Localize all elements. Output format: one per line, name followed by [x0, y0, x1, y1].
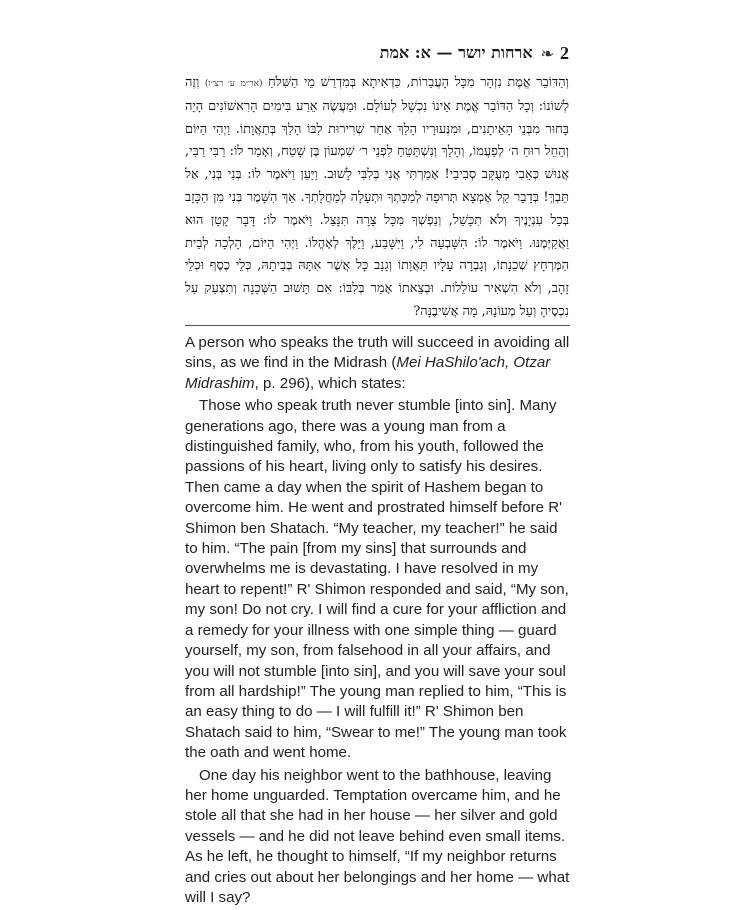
intro-text-a: A person who speaks the truth will succeed in avoiding all sins, as we find in the Midrash ( — [185, 334, 570, 372]
intro-source-citation: Mei HaShilo'ach, Otzar Midrashim — [185, 354, 551, 392]
chapter-title: ארחות יושר — א: אמת — [379, 43, 533, 62]
hebrew-source-text — [185, 72, 569, 324]
paragraph-intro — [185, 333, 570, 394]
source-marker-1: (אר״מ — [240, 79, 263, 89]
hebrew-opening: וְהַדּוֹבֵר אֱמֶת נִזְהָר מִכָּל הָעֲבֵרוֹת, כִּדְאִיתָא בְּמִדְרַשׁ מֵי הַשִּׁלֹחַ — [268, 75, 569, 90]
source-marker-2: ע׳ רצ״ו) — [204, 79, 235, 89]
running-head — [185, 41, 569, 65]
ornament-icon: ❧ — [540, 43, 554, 63]
hebrew-body: וְזֶה לְשׁוֹנוֹ: וְכָל הַדּוֹבֵר אֱמֶת אֵינוֹ נִכְשָׁל לְעוֹלָם. וּמַעֲשֶׂה אֵרַע בִּימִים הָרִאשׁוֹנִים הָיָה בָּחוּר מִבְּנֵי הָאֵיתָנִים, וּמִנְּעוּרָיו הָלַךְ אַחַר שְׁרִירוּת לִבּוֹ הָלַךְ בְּתַאֲוָתוֹ. וַיְהִי הַיּוֹם וְהֵחֵל רוּחַ ה׳ לְפַעֲמוֹ, וְהָלַךְ וְנִשְׁתַּטֵּחַ לִפְנֵי ר׳ שִׁמְעוֹן בֶּן שָׁטַח, וְאָמַר לוֹ: רַבִּי רַבִּי, אֲנוּשׁ כְּאֵבִי מְעֻקָּב סְבִיבַי! אָמַרְתִּי אֲנִי בְּלִבִּי לָשׁוּב. וַיַּעַן וַיֹּאמֶר לוֹ: בְּנִי בְּנִי, אַל תֵּבְךְּ! בְּדָבָר קַל אֶמְצָא תְּרוּפָה לְמַכָּתְךָ וּתְעָלָה לְמַחֲלָתְךָ. אַךְ הִשָּׁמֶר בְּנִי מִן הַכָּזָב בְּכָל עִנְיָנֶיךָ וְלֹא תִכָּשֵׁל, וְנַפְשְׁךָ מִכָּל צָרָה תִּנָּצֵל. וַיֹּאמֶר לוֹ: דָּבָר קָטָן הוּא וַאֲקַיְּמֶנּוּ. וַיֹּאמֶר לוֹ: הִשָּׁבְעָה לִי, וַיִּשָּׁבַע, וַיֵּלֶךְ לְאָהֳלוֹ. וַיְהִי הַיּוֹם, הָלְכָה לְבֵית הַמֶּרְחָץ שְׁכֵנָתוֹ, וְגָבְרָה עָלָיו תַּאֲוָתוֹ וְגָנַב כָּל אֲשֶׁר אִתָּהּ בְּבֵיתָהּ, כְּלֵי כֶסֶף וּכְלֵי זָהָב, וְלֹא הִשְׁאִיר עוֹלֵלוֹת. וּבְצֵאתוֹ אָמַר בְּלִבּוֹ: אִם תָּשׁוּב הַשְּׁכֵנָה וְתִצְעַק עַל נִכְסֶיהָ וְעַל מְעוֹנָהּ, מָה אֲשִׁיבֶנָּה? — [185, 75, 569, 319]
intro-text-b: , p. 296), which states: — [254, 374, 406, 392]
paragraph-theft: One day his neighbor went to the bathhouse, leaving her home unguarded. Temptation overcame him, and he stole all that she had in her house — her silver and gold vessels — and he did not leave behind even small items. As he left, he thought to himself, “If my neighbor returns and cries out about her belongings and her home — what will I say? — [185, 766, 570, 906]
english-translation — [185, 333, 570, 910]
paragraph-story: Those who speak truth never stumble [into sin]. Many generations ago, there was a young man from a distinguished family, who, from his youth, followed the passions of his heart, living only to satisfy his desires. Then came a day when the spirit of Hashem began to overcome him. He went and prostrated himself before R' Shimon ben Shatach. “My teacher, my teacher!” he said to him. “The pain [from my sins] that surrounds and overwhelms me is devastating. I have resolved in my heart to repent!” R' Shimon responded and said, “My son, my son! Do not cry. I will find a cure for your affliction and a remedy for your illness with one simple thing — guard yourself, my son, from falsehood in all your affairs, and you will not stumble [into sin], and you will save your soul from all hardship!” The young man replied to him, “This is an easy thing to do — I will fulfill it!” R' Shimon ben Shatach said to him, “Swear to me!” The young man took the oath and went home. — [185, 397, 569, 762]
page-number: 2 — [560, 42, 569, 63]
divider-rule — [185, 325, 570, 326]
